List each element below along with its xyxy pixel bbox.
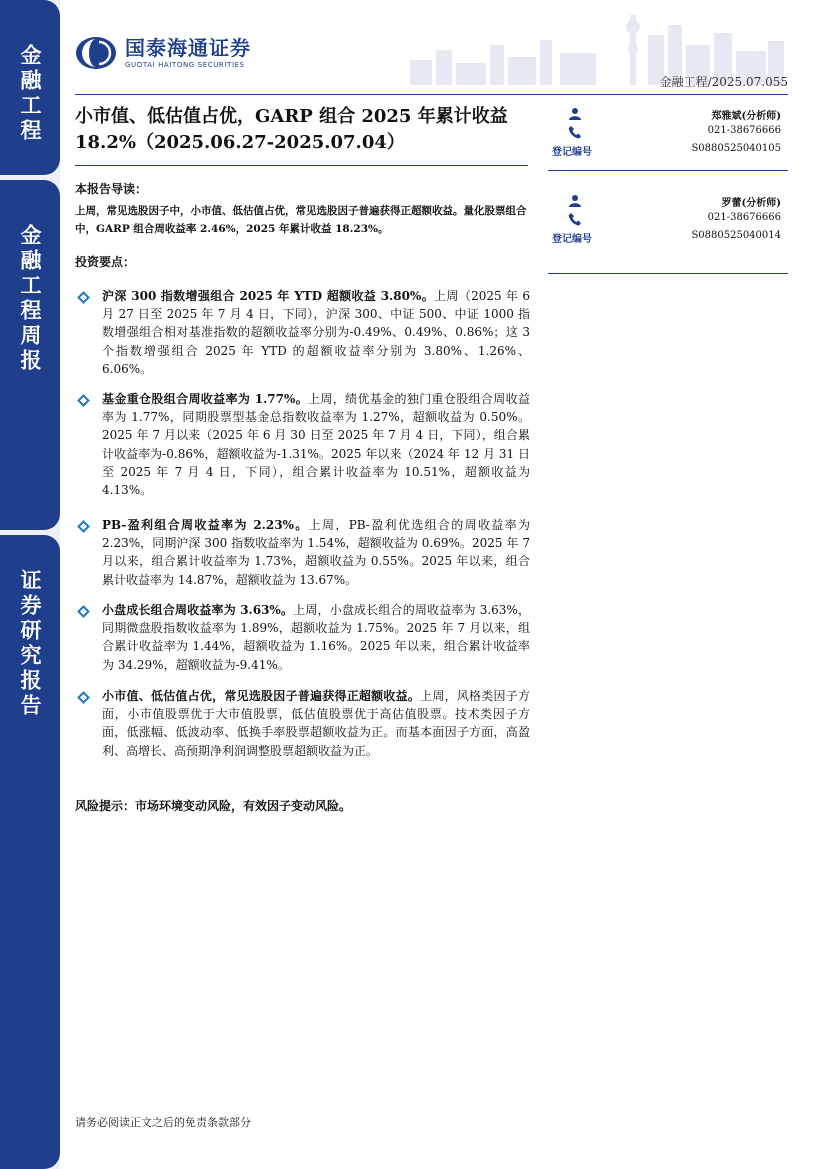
header-divider xyxy=(75,94,788,95)
analyst-name: 郑雅斌(分析师) xyxy=(711,111,781,122)
key-point-lead: 沪深 300 指数增强组合 2025 年 YTD 超额收益 3.80%。 xyxy=(102,289,435,303)
risk-warning: 风险提示：市场环境变动风险，有效因子变动风险。 xyxy=(75,799,352,813)
analyst-divider xyxy=(548,273,788,274)
analyst-card xyxy=(550,107,785,161)
key-point xyxy=(75,516,530,589)
sidebar-tab-weekly-report: 金融工程周报 xyxy=(0,180,60,530)
key-point-body: 上周（2025 年 6 月 27 日至 2025 年 7 月 4 日，下同），沪深 300、中证 500、中证 1000 指数增强组合相对基准指数的超额收益率分别为-0.49%、0.49%、0.86%；这 3 个指数增强组合 2025 年 YTD 的超额收益率分别为 3.80%、1.26%、6.06%。 xyxy=(102,289,530,376)
sidebar-tab-research-report: 证券研究报告 xyxy=(0,535,60,1169)
phone-icon xyxy=(568,125,582,139)
sidebar-tab-financial-engineering: 金融工程 xyxy=(0,0,60,175)
report-code: 金融工程/2025.07.055 xyxy=(659,75,788,89)
registration-number: S0880525040105 xyxy=(691,143,781,154)
key-point xyxy=(75,687,530,760)
key-point-body: 上周，小盘成长组合的周收益率为 3.63%，同期微盘股指数收益率为 1.89%，超额收益为 1.75%。2025 年 7 月以来，组合累计收益率为 1.44%，超额收益为 1.16%。2025 年以来，组合累计收益率为 34.29%，超额收益为-9.41%。 xyxy=(102,603,531,672)
key-point-body: 上周，PB-盈利优选组合的周收益率为 2.23%，同期沪深 300 指数收益率为 1.54%，超额收益为 0.69%。2025 年 7 月以来，组合累计收益率为 1.73%，超额收益为 0.55%。2025 年以来，组合累计收益率为 14.87%，超额收益为 13.67%。 xyxy=(102,518,530,587)
logo-name-cn: 国泰海通证券 xyxy=(125,36,251,60)
key-points-heading: 投资要点： xyxy=(75,255,136,269)
key-point-body: 上周，绩优基金的独门重仓股组合周收益率为 1.77%，同期股票型基金总指数收益率为 1.27%，超额收益为 0.50%。2025 年 7 月以来（2025 年 6 月 30 日至 2025 年 7 月 4 日，下同），组合累计收益率为-0.86%，超额收益为-1.31%。2025 年以来（2024 年 12 月 31 日至 2025 年 7 月 4 日，下同），组合累计收益率为 10.51%，超额收益为 4.13%。 xyxy=(102,392,530,498)
key-point-lead: 基金重仓股组合周收益率为 1.77%。 xyxy=(102,392,309,406)
key-point xyxy=(75,390,530,499)
diamond-bullet-icon xyxy=(77,605,90,618)
registration-label: 登记编号 xyxy=(552,234,592,245)
company-logo xyxy=(75,36,251,70)
analyst-phone: 021-38676666 xyxy=(707,125,781,136)
logo-name-en: GUOTAI HAITONG SECURITIES xyxy=(125,61,245,69)
logo-mark-icon xyxy=(75,36,117,70)
key-point-lead: PB-盈利组合周收益率为 2.23%。 xyxy=(102,518,309,532)
diamond-bullet-icon xyxy=(77,291,90,304)
analyst-card xyxy=(550,194,785,248)
analyst-divider xyxy=(548,170,788,171)
key-point-lead: 小盘成长组合周收益率为 3.63%。 xyxy=(102,603,294,617)
key-point xyxy=(75,601,530,674)
sidebar xyxy=(0,0,60,1169)
person-icon xyxy=(568,107,582,121)
key-point-lead: 小市值、低估值占优，常见选股因子普遍获得正超额收益。 xyxy=(102,689,421,703)
title-divider xyxy=(75,165,528,166)
analyst-name: 罗蕾(分析师) xyxy=(721,198,781,209)
guide-text: 上周，常见选股因子中，小市值、低估值占优，常见选股因子普遍获得正超额收益。量化股票组合中，GARP 组合周收益率 2.46%，2025 年累计收益 18.23%。 xyxy=(75,205,527,235)
analyst-phone: 021-38676666 xyxy=(707,212,781,223)
key-point-body: 上周，风格类因子方面，小市值股票优于大市值股票，低估值股票优于高估值股票。技术类因子方面，低涨幅、低波动率、低换手率股票超额收益为正。而基本面因子方面，高盈利、高增长、高预期净利润调整股票超额收益为正。 xyxy=(102,689,530,758)
report-title: 小市值、低估值占优，GARP 组合 2025 年累计收益 18.2%（2025.06.27-2025.07.04） xyxy=(75,106,508,153)
person-icon xyxy=(568,194,582,208)
disclaimer-footer: 请务必阅读正文之后的免责条款部分 xyxy=(75,1116,251,1129)
diamond-bullet-icon xyxy=(77,520,90,533)
registration-number: S0880525040014 xyxy=(691,230,781,241)
registration-label: 登记编号 xyxy=(552,147,592,158)
phone-icon xyxy=(568,212,582,226)
key-point xyxy=(75,287,530,378)
diamond-bullet-icon xyxy=(77,691,90,704)
diamond-bullet-icon xyxy=(77,394,90,407)
guide-heading: 本报告导读： xyxy=(75,182,148,196)
